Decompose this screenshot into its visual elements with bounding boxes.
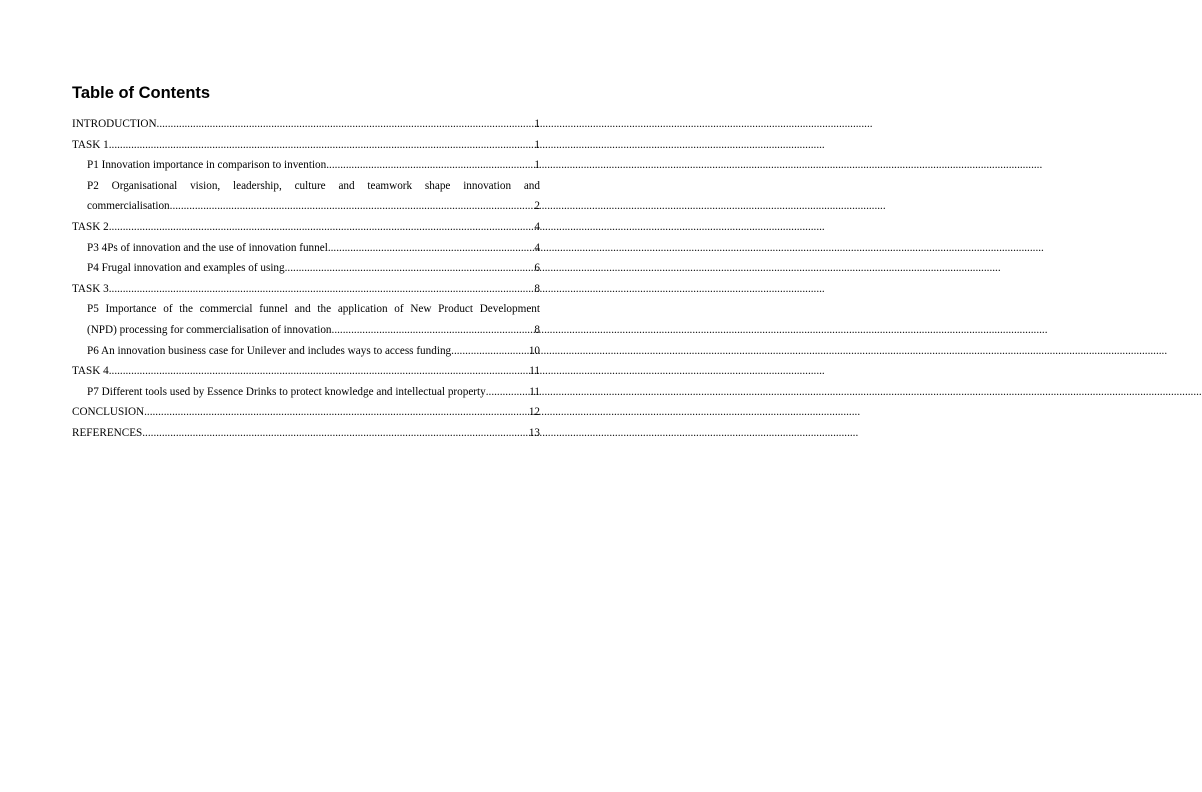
- toc-dot-leader: [157, 114, 535, 135]
- toc-entry-task-2[interactable]: [72, 217, 540, 238]
- toc-entry-title: P3 4Ps of innovation and the use of innovation funnel: [87, 241, 328, 254]
- toc-entry-title-line-1: P5 Importance of the commercial funnel and the application of New Product Development: [87, 303, 540, 316]
- toc-entry-title: TASK 1: [72, 138, 109, 151]
- toc-entry-p7[interactable]: [72, 382, 540, 403]
- toc-page-number: 4: [534, 241, 540, 254]
- toc-entry-title: P6 An innovation business case for Unilever and includes ways to access funding: [87, 344, 452, 357]
- toc-page-number: 2: [534, 200, 540, 213]
- toc-dot-leader: [109, 361, 530, 382]
- toc-entry-title: P4 Frugal innovation and examples of using: [87, 262, 285, 275]
- toc-entry-task-4[interactable]: [72, 361, 540, 382]
- toc-page-number: 6: [534, 262, 540, 275]
- toc-dot-leader: [109, 135, 535, 156]
- toc-entry-title: INTRODUCTION: [72, 118, 157, 130]
- toc-entry-title-line-1: P2 Organisational vision, leadership, culture and teamwork shape innovation and: [87, 179, 540, 192]
- toc-page-number: 11: [529, 385, 540, 398]
- toc-entry-title: TASK 3: [72, 282, 109, 295]
- toc-entry-p6[interactable]: [72, 341, 540, 362]
- toc-entry-p4[interactable]: [72, 258, 540, 279]
- toc-list: [72, 114, 540, 444]
- toc-entry-title: TASK 2: [72, 220, 109, 233]
- toc-dot-leader: [142, 423, 529, 444]
- toc-dot-leader: [486, 382, 530, 403]
- toc-page-number: 8: [534, 282, 540, 295]
- toc-entry-conclusion[interactable]: [72, 402, 540, 423]
- toc-dot-leader: [326, 155, 534, 176]
- document-page: [72, 82, 540, 444]
- toc-entry-p2[interactable]: [72, 176, 540, 217]
- toc-dot-leader: [451, 341, 529, 362]
- toc-entry-title-line-2-row: [87, 320, 540, 341]
- toc-title: Table of Contents: [72, 84, 211, 102]
- toc-entry-p1[interactable]: [72, 155, 540, 176]
- toc-entry-title-line-2: (NPD) processing for commercialisation of innovation: [87, 323, 332, 336]
- toc-entry-title: CONCLUSION: [72, 406, 145, 419]
- toc-dot-leader: [285, 258, 535, 279]
- toc-page-number: 1: [534, 159, 540, 172]
- toc-page-number: 8: [534, 323, 540, 336]
- toc-entry-title-line-2: commercialisation: [87, 200, 170, 213]
- toc-page-number: 1: [534, 118, 540, 130]
- toc-entry-task-3[interactable]: [72, 279, 540, 300]
- toc-page-number: 10: [528, 344, 540, 357]
- toc-page-number: 11: [529, 365, 540, 378]
- toc-page-number: 12: [528, 406, 540, 419]
- toc-entry-task-1[interactable]: [72, 135, 540, 156]
- toc-dot-leader: [109, 279, 535, 300]
- toc-entry-references[interactable]: [72, 423, 540, 444]
- toc-dot-leader: [328, 238, 535, 259]
- toc-page-number: 13: [528, 426, 540, 439]
- toc-entry-title-line-2-row: [87, 196, 540, 217]
- toc-entry-title: TASK 4: [72, 365, 109, 378]
- toc-dot-leader: [332, 320, 535, 341]
- toc-entry-title: P7 Different tools used by Essence Drinks to protect knowledge and intellectual property: [87, 385, 486, 398]
- toc-entry-p5[interactable]: [72, 299, 540, 340]
- toc-dot-leader: [144, 402, 529, 423]
- toc-dot-leader: [170, 196, 535, 217]
- toc-entry-introduction[interactable]: [72, 114, 540, 135]
- toc-dot-leader: [109, 217, 535, 238]
- toc-entry-title: REFERENCES: [72, 426, 143, 439]
- toc-entry-p3[interactable]: [72, 238, 540, 259]
- toc-page-number: 1: [534, 138, 540, 151]
- toc-entry-title: P1 Innovation importance in comparison to invention: [87, 159, 327, 172]
- toc-page-number: 4: [534, 220, 540, 233]
